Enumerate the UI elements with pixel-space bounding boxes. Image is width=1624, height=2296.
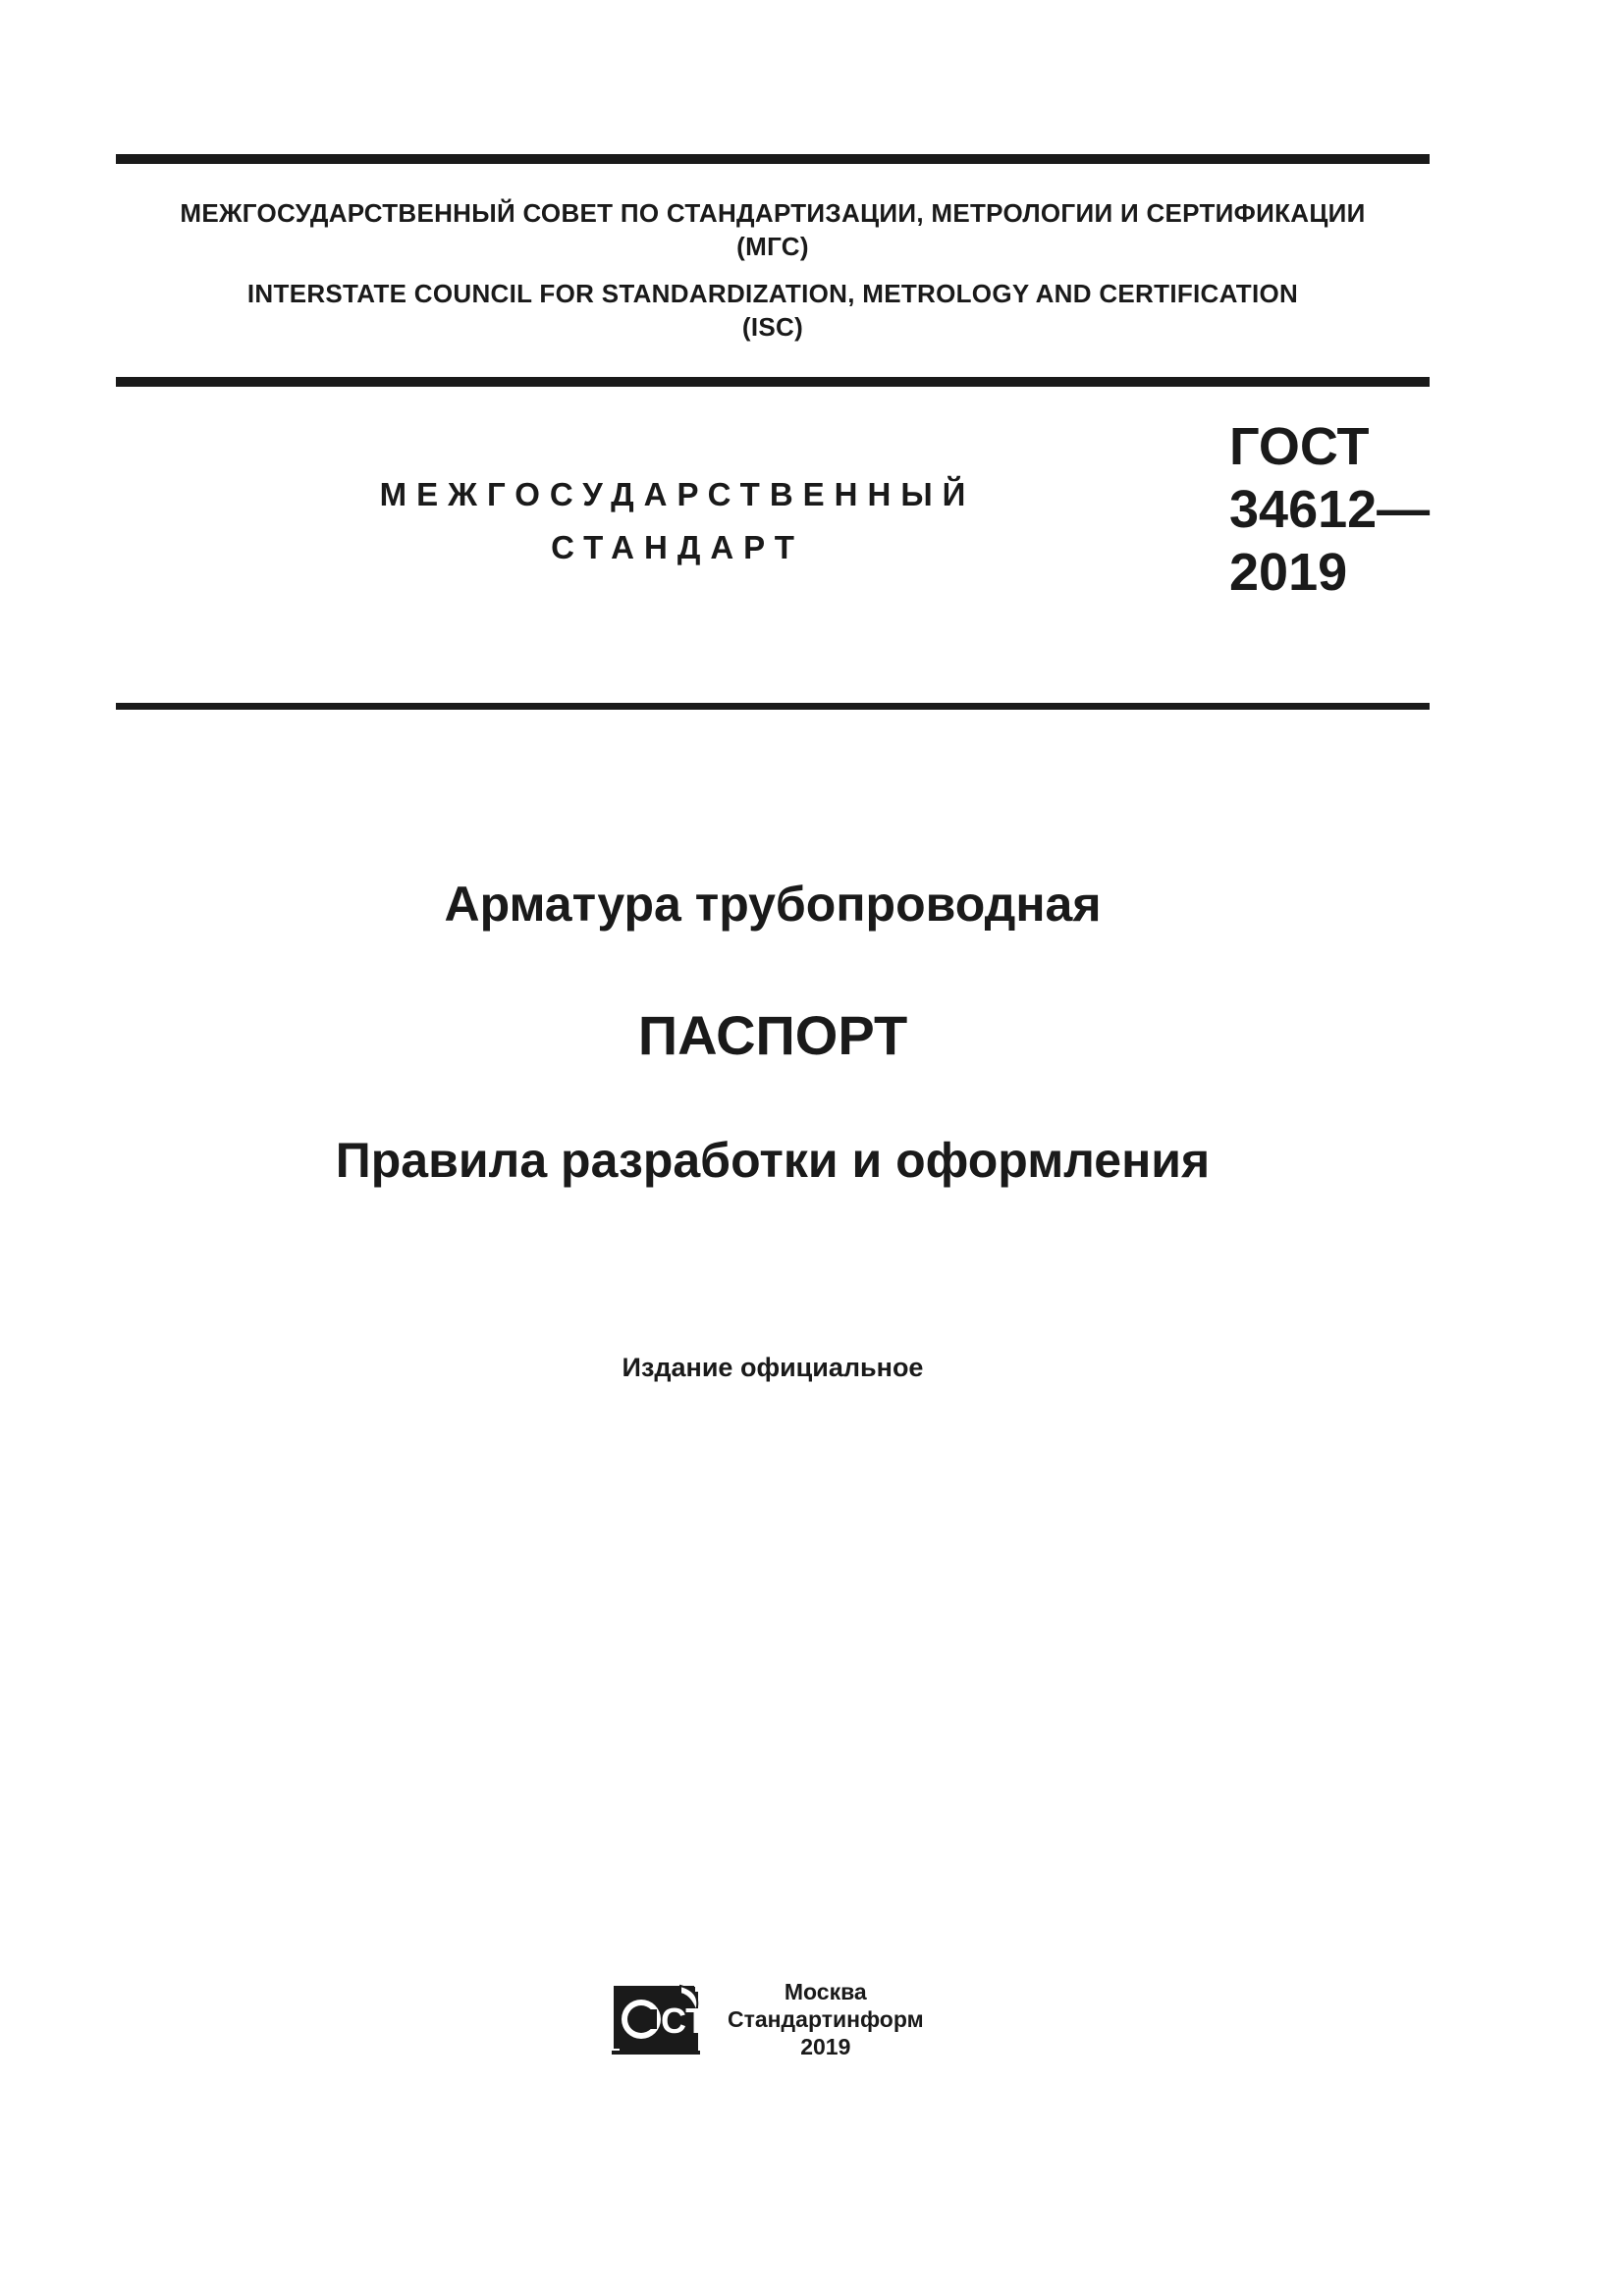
gost-designation-line2: 34612—	[1229, 480, 1431, 539]
top-rule	[116, 154, 1430, 164]
gost-designation	[1229, 415, 1430, 604]
gost-designation-line3: 2019	[1229, 543, 1348, 602]
council-header	[116, 196, 1430, 344]
standartinform-logo-icon	[612, 1982, 732, 2056]
council-en-line1: INTERSTATE COUNCIL FOR STANDARDIZATION, METROLOGY AND CERTIFICATION	[246, 279, 1299, 308]
council-ru-line2: (МГС)	[736, 232, 809, 261]
document-subject: Арматура трубопроводная	[444, 877, 1102, 932]
middle-rule	[116, 377, 1430, 387]
gost-designation-line1: ГОСТ	[1229, 417, 1370, 476]
document-title: ПАСПОРТ	[637, 1004, 908, 1066]
lower-rule	[116, 703, 1430, 710]
document-subtitle: Правила разработки и оформления	[335, 1133, 1211, 1188]
standard-kind	[344, 468, 1011, 574]
standard-kind-line1: МЕЖГОСУДАРСТВЕННЫЙ	[379, 476, 976, 512]
publisher-text	[728, 1978, 924, 2060]
publisher-city: Москва	[784, 1979, 867, 2004]
publisher-name: Стандартинформ	[728, 2006, 924, 2032]
standard-kind-line2: СТАНДАРТ	[551, 529, 804, 565]
logo-letters: СТИ	[661, 2001, 732, 2041]
publisher-block	[612, 1978, 924, 2060]
council-en-line2: (ISC)	[741, 312, 804, 342]
publisher-year: 2019	[800, 2034, 851, 2059]
edition-note: Издание официальное	[622, 1353, 924, 1382]
council-ru-line1: МЕЖГОСУДАРСТВЕННЫЙ СОВЕТ ПО СТАНДАРТИЗАЦИИ, МЕТРОЛОГИИ И СЕРТИФИКАЦИИ	[180, 198, 1366, 228]
